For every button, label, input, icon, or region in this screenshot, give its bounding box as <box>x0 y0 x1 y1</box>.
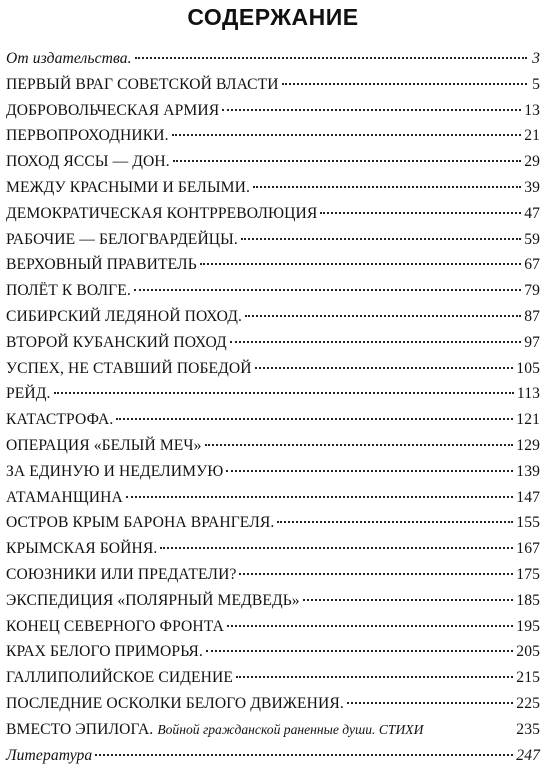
toc-entry-title-text: ОПЕРАЦИЯ «БЕЛЫЙ МЕЧ» <box>6 436 202 454</box>
toc-entry-title-text: КОНЕЦ СЕВЕРНОГО ФРОНТА <box>6 617 224 635</box>
dot-leader <box>253 185 521 188</box>
toc-entry-page-number: 3 <box>532 50 540 67</box>
toc-entry-page-number: 215 <box>516 669 540 687</box>
toc-entry-title-text: ДОБРОВОЛЬЧЕСКАЯ АРМИЯ <box>6 101 220 119</box>
dot-leader <box>95 753 513 756</box>
dot-leader <box>116 417 513 420</box>
toc-entry-page-number: 5 <box>532 75 540 93</box>
toc-entry-title-text: КАТАСТРОФА. <box>6 411 114 429</box>
toc-entry <box>6 98 540 124</box>
toc-entry-title-text: ВЕРХОВНЫЙ ПРАВИТЕЛЬ <box>6 256 197 274</box>
dot-leader <box>54 391 514 394</box>
toc-entry-title-text: КРАХ БЕЛОГО ПРИМОРЬЯ. <box>6 643 203 661</box>
toc-entry-title-text: РЕЙД. <box>6 385 51 403</box>
toc-entry <box>6 72 540 98</box>
dot-leader <box>226 469 513 472</box>
toc-entry-title-text: ЭКСПЕДИЦИЯ «ПОЛЯРНЫЙ МЕДВЕДЬ» <box>6 591 300 609</box>
dot-leader <box>135 56 527 59</box>
toc-entry-title-text: РАБОЧИЕ — БЕЛОГВАРДЕЙЦЫ. <box>6 230 238 248</box>
dot-leader <box>160 546 513 549</box>
toc-entry-page-number: 205 <box>516 643 540 661</box>
toc-entry-title-text: ПОСЛЕДНИЕ ОСКОЛКИ БЕЛОГО ДВИЖЕНИЯ. <box>6 694 344 712</box>
toc-entry <box>6 356 540 382</box>
toc-entry-page-number: 155 <box>516 514 540 532</box>
toc-entry <box>6 175 540 201</box>
page-title: СОДЕРЖАНИЕ <box>187 4 359 30</box>
toc-entry-title <box>6 252 197 278</box>
toc-entry-title <box>6 330 227 356</box>
toc-entry <box>6 433 540 459</box>
toc-entry <box>6 485 540 511</box>
toc-entry-title <box>6 381 51 407</box>
dot-leader <box>277 520 513 523</box>
toc-entry-page-number: 185 <box>516 591 540 609</box>
toc-entry-title <box>6 98 219 124</box>
dot-leader <box>126 495 513 498</box>
dot-leader <box>172 133 522 136</box>
toc-entry <box>6 459 540 485</box>
toc-entry-title <box>6 562 236 588</box>
toc-entry <box>6 407 540 433</box>
toc-entry-page-number: 139 <box>516 462 540 480</box>
dot-leader <box>239 572 513 575</box>
toc-entry-page-number: 13 <box>524 101 540 119</box>
toc-entry <box>6 588 540 614</box>
toc-entry-title-text: ПОЛЁТ К ВОЛГЕ. <box>6 282 131 300</box>
toc-entry-page-number: 47 <box>524 204 540 222</box>
toc-entry-page-number: 21 <box>524 127 540 145</box>
toc-entry-title-text: ПОХОД ЯССЫ — ДОН. <box>6 153 170 171</box>
toc-entry-page-number: 113 <box>516 385 540 403</box>
dot-leader <box>236 675 513 678</box>
toc-entry-title-text: МЕЖДУ КРАСНЫМИ И БЕЛЫМИ. <box>6 178 251 196</box>
toc-entry-title-text: СОЮЗНИКИ ИЛИ ПРЕДАТЕЛИ? <box>6 565 237 583</box>
dot-leader <box>241 237 521 240</box>
toc-entry-title <box>6 72 279 98</box>
toc-entry-title-text: ПЕРВЫЙ ВРАГ СОВЕТСКОЙ ВЛАСТИ <box>6 75 279 93</box>
toc-entry <box>6 278 540 304</box>
toc-entry <box>6 536 540 562</box>
toc-entry-page-number: 87 <box>524 307 540 325</box>
toc-entry-title-text: КРЫМСКАЯ БОЙНЯ. <box>6 540 158 558</box>
toc-entry-title <box>6 46 132 72</box>
toc-entry <box>6 510 540 536</box>
toc-entry-page-number: 167 <box>516 540 540 558</box>
dot-leader <box>173 159 521 162</box>
dot-leader <box>245 314 521 317</box>
toc-entry <box>6 717 540 743</box>
toc-entry-page-number: 225 <box>516 694 540 712</box>
toc-entry-title <box>6 743 92 768</box>
dot-leader <box>230 340 521 343</box>
toc-entry-title <box>6 614 224 640</box>
dot-leader <box>206 649 513 652</box>
toc-entry-title <box>6 717 423 743</box>
toc-entry-title-text: ДЕМОКРАТИЧЕСКАЯ КОНТРРЕВОЛЮЦИЯ <box>6 204 318 222</box>
toc-entry <box>6 46 540 72</box>
dot-leader <box>200 262 521 265</box>
toc-list <box>6 46 540 768</box>
toc-entry-title-text: СИБИРСКИЙ ЛЕДЯНОЙ ПОХОД. <box>6 307 242 325</box>
toc-entry <box>6 123 540 149</box>
toc-entry-title-text: АТАМАНЩИНА <box>6 488 123 506</box>
toc-entry <box>6 562 540 588</box>
toc-entry-title-text: ГАЛЛИПОЛИЙСКОЕ СИДЕНИЕ <box>6 669 234 687</box>
toc-entry-title <box>6 123 169 149</box>
toc-entry-title <box>6 639 203 665</box>
toc-entry-page-number: 105 <box>516 359 540 377</box>
toc-entry <box>6 330 540 356</box>
toc-entry-title-text: ПЕРВОПРОХОДНИКИ. <box>6 127 169 145</box>
toc-entry-page-number: 247 <box>516 746 540 764</box>
toc-entry <box>6 743 540 768</box>
toc-entry <box>6 639 540 665</box>
dot-leader <box>134 288 521 291</box>
toc-entry <box>6 691 540 717</box>
toc-entry-page-number: 147 <box>516 488 540 506</box>
toc-entry-title <box>6 536 157 562</box>
toc-entry-title <box>6 175 250 201</box>
toc-entry-page-number: 79 <box>524 282 540 300</box>
toc-entry-title <box>6 433 202 459</box>
toc-entry-title <box>6 665 233 691</box>
toc-entry-title <box>6 588 300 614</box>
toc-entry-page-number: 67 <box>524 256 540 274</box>
toc-entry-page-number: 121 <box>516 411 540 429</box>
toc-entry-title <box>6 356 252 382</box>
toc-entry-title-text: УСПЕХ, НЕ СТАВШИЙ ПОБЕДОЙ <box>6 359 252 377</box>
toc-entry-page-number: 39 <box>524 178 540 196</box>
toc-entry-title-text: ЗА ЕДИНУЮ И НЕДЕЛИМУЮ <box>6 462 224 480</box>
toc-entry-page-number: 29 <box>524 153 540 171</box>
toc-entry <box>6 304 540 330</box>
toc-entry-title <box>6 510 274 536</box>
dot-leader <box>426 729 513 730</box>
dot-leader <box>205 443 514 446</box>
toc-entry-title <box>6 149 170 175</box>
toc-entry <box>6 614 540 640</box>
toc-entry-title <box>6 485 123 511</box>
toc-entry-title-text: Литература <box>6 746 93 764</box>
dot-leader <box>222 108 521 111</box>
toc-entry <box>6 149 540 175</box>
toc-entry-title <box>6 691 344 717</box>
dot-leader <box>227 624 513 627</box>
toc-entry <box>6 381 540 407</box>
toc-entry-page-number: 97 <box>524 333 540 351</box>
dot-leader <box>255 366 514 369</box>
toc-entry-subtitle: Войной гражданской раненные души. СТИХИ <box>157 721 424 737</box>
dot-leader <box>282 82 527 85</box>
toc-entry-page-number: 59 <box>524 230 540 248</box>
toc-entry-title <box>6 227 238 253</box>
toc-entry-page-number: 195 <box>516 617 540 635</box>
toc-entry <box>6 201 540 227</box>
toc-entry-title <box>6 304 242 330</box>
toc-entry <box>6 665 540 691</box>
toc-entry-title <box>6 201 317 227</box>
toc-entry-title <box>6 407 113 433</box>
toc-entry-page-number: 129 <box>516 436 540 454</box>
toc-entry-title <box>6 278 131 304</box>
toc-entry-title-text: ОСТРОВ КРЫМ БАРОНА ВРАНГЕЛЯ. <box>6 514 275 532</box>
dot-leader <box>303 598 514 601</box>
toc-entry-title-text: ВМЕСТО ЭПИЛОГА. <box>6 720 154 738</box>
toc-entry-page-number: 235 <box>516 720 540 738</box>
toc-entry-title <box>6 459 223 485</box>
dot-leader <box>320 211 521 214</box>
toc-entry-title-text: От издательства. <box>6 50 132 67</box>
dot-leader <box>347 701 513 704</box>
toc-entry <box>6 252 540 278</box>
toc-entry-page-number: 175 <box>516 565 540 583</box>
toc-entry-title-text: ВТОРОЙ КУБАНСКИЙ ПОХОД <box>6 333 227 351</box>
toc-entry <box>6 227 540 253</box>
